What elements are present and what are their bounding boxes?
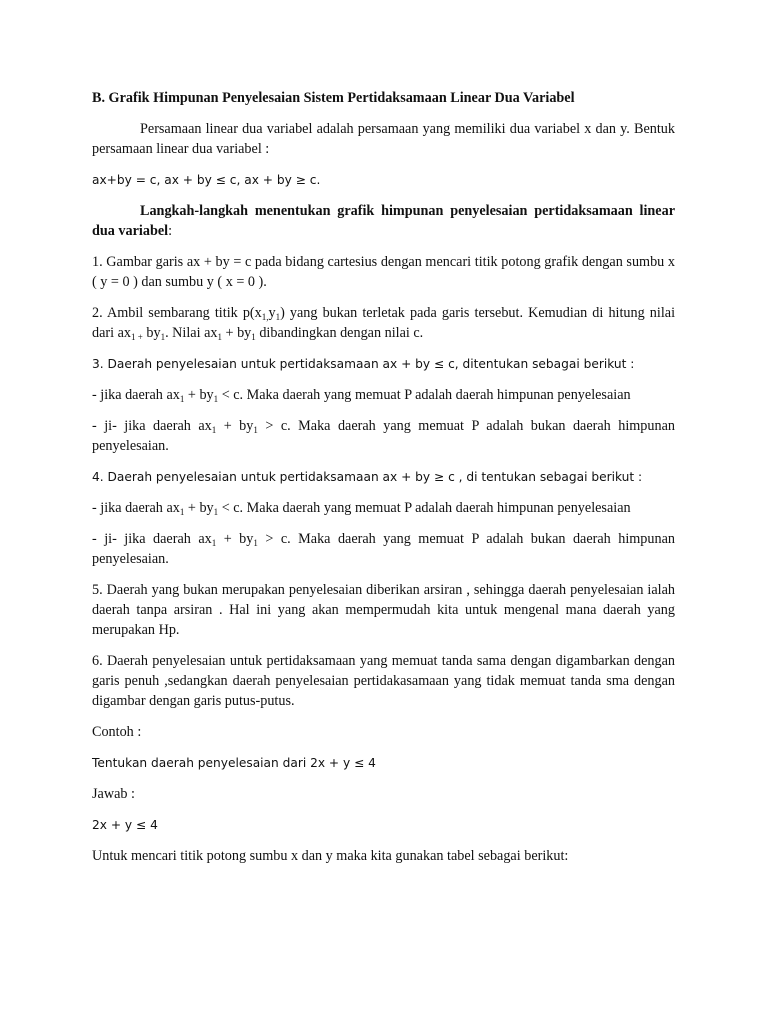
subscript: 1: [211, 538, 217, 548]
subscript: 1: [213, 394, 219, 404]
case-text: - ji- jika daerah ax: [92, 418, 212, 434]
steps-heading-colon: :: [168, 223, 173, 239]
case-text: - ji- jika daerah ax: [92, 531, 212, 547]
example-question: Tentukan daerah penyelesaian dari 2x + y ≤ 4: [92, 756, 376, 770]
case-text: + by: [216, 418, 254, 434]
equation-forms: ax+by = c, ax + by ≤ c, ax + by ≥ c.: [92, 173, 321, 187]
subscript: 1: [251, 332, 256, 342]
subscript: 1,: [261, 312, 269, 322]
step-2: [92, 303, 675, 343]
closing-paragraph: Untuk mencari titik potong sumbu x dan y maka kita gunakan tabel sebagai berikut:: [92, 848, 569, 864]
case-text: + by: [184, 387, 214, 403]
steps-heading-text: Langkah-langkah menentukan grafik himpunan penyelesaian pertidaksamaan linear dua variabel: [92, 203, 675, 239]
step-2-text: 2. Ambil sembarang titik p(x: [92, 305, 262, 321]
subscript: 1: [179, 394, 185, 404]
subscript: 1: [217, 332, 222, 342]
section-title: B. Grafik Himpunan Penyelesaian Sistem Pertidaksamaan Linear Dua Variabel: [92, 90, 575, 106]
subscript: 1: [253, 425, 258, 435]
subscript: 1: [213, 507, 219, 517]
steps-heading: [92, 201, 675, 241]
step-6: 6. Daerah penyelesaian untuk pertidaksamaan yang memuat tanda sama dengan digambarkan dengan garis penuh ,sedangkan daerah penyelesaian pertidakasamaan yang tidak memuat tanda sma dengan digambar dengan garis putus-putus.: [92, 653, 675, 709]
step-4: 4. Daerah penyelesaian untuk pertidaksamaan ax + by ≥ c , di tentukan sebagai berikut :: [92, 470, 643, 484]
answer-label: Jawab :: [92, 786, 135, 802]
step-2-text: y: [268, 305, 276, 321]
case-text: - jika daerah ax: [92, 387, 180, 403]
case-text: + by: [184, 500, 214, 516]
subscript: 1: [275, 312, 281, 322]
subscript: 1: [211, 425, 217, 435]
subscript: 1: [179, 507, 185, 517]
example-label: Contoh :: [92, 724, 142, 740]
step-2-text: . Nilai ax: [165, 325, 218, 341]
step-2-text: ) yang bukan terletak pada garis tersebut. Kemudian di hitung nilai dari ax: [92, 305, 676, 341]
case-text: - jika daerah ax: [92, 500, 180, 516]
case-text: + by: [216, 531, 254, 547]
answer-expression: 2x + y ≤ 4: [92, 818, 158, 832]
step-3-case-greater: [92, 416, 675, 456]
step-3-case-less: [92, 385, 675, 405]
step-2-text: by: [142, 325, 161, 341]
intro-paragraph: Persamaan linear dua variabel adalah persamaan yang memiliki dua variabel x dan y. Bentuk persamaan linear dua variabel :: [92, 121, 675, 157]
step-2-text: dibandingkan dengan nilai c.: [255, 325, 424, 341]
case-text: < c. Maka daerah yang memuat P adalah daerah himpunan penyelesaian: [218, 500, 631, 516]
subscript: 1: [160, 332, 166, 342]
step-2-text: + by: [221, 325, 252, 341]
step-4-case-greater: [92, 529, 675, 569]
step-4-case-less: [92, 498, 675, 518]
subscript: 1 +: [131, 332, 143, 342]
step-3: 3. Daerah penyelesaian untuk pertidaksamaan ax + by ≤ c, ditentukan sebagai berikut :: [92, 357, 635, 371]
case-text: > c. Maka daerah yang memuat P adalah bukan daerah himpunan penyelesaian.: [92, 531, 675, 567]
case-text: < c. Maka daerah yang memuat P adalah daerah himpunan penyelesaian: [218, 387, 631, 403]
case-text: > c. Maka daerah yang memuat P adalah bukan daerah himpunan penyelesaian.: [92, 418, 675, 454]
subscript: 1: [253, 538, 258, 548]
step-1: 1. Gambar garis ax + by = c pada bidang cartesius dengan mencari titik potong grafik dengan sumbu x ( y = 0 ) dan sumbu y ( x = 0 ).: [92, 254, 675, 290]
step-5: 5. Daerah yang bukan merupakan penyelesaian diberikan arsiran , sehingga daerah penyelesaian ialah daerah tanpa arsiran . Hal ini yang akan mempermudah kita untuk mengenal mana daerah yang merupakan Hp.: [92, 582, 675, 638]
document-body: [92, 88, 675, 877]
